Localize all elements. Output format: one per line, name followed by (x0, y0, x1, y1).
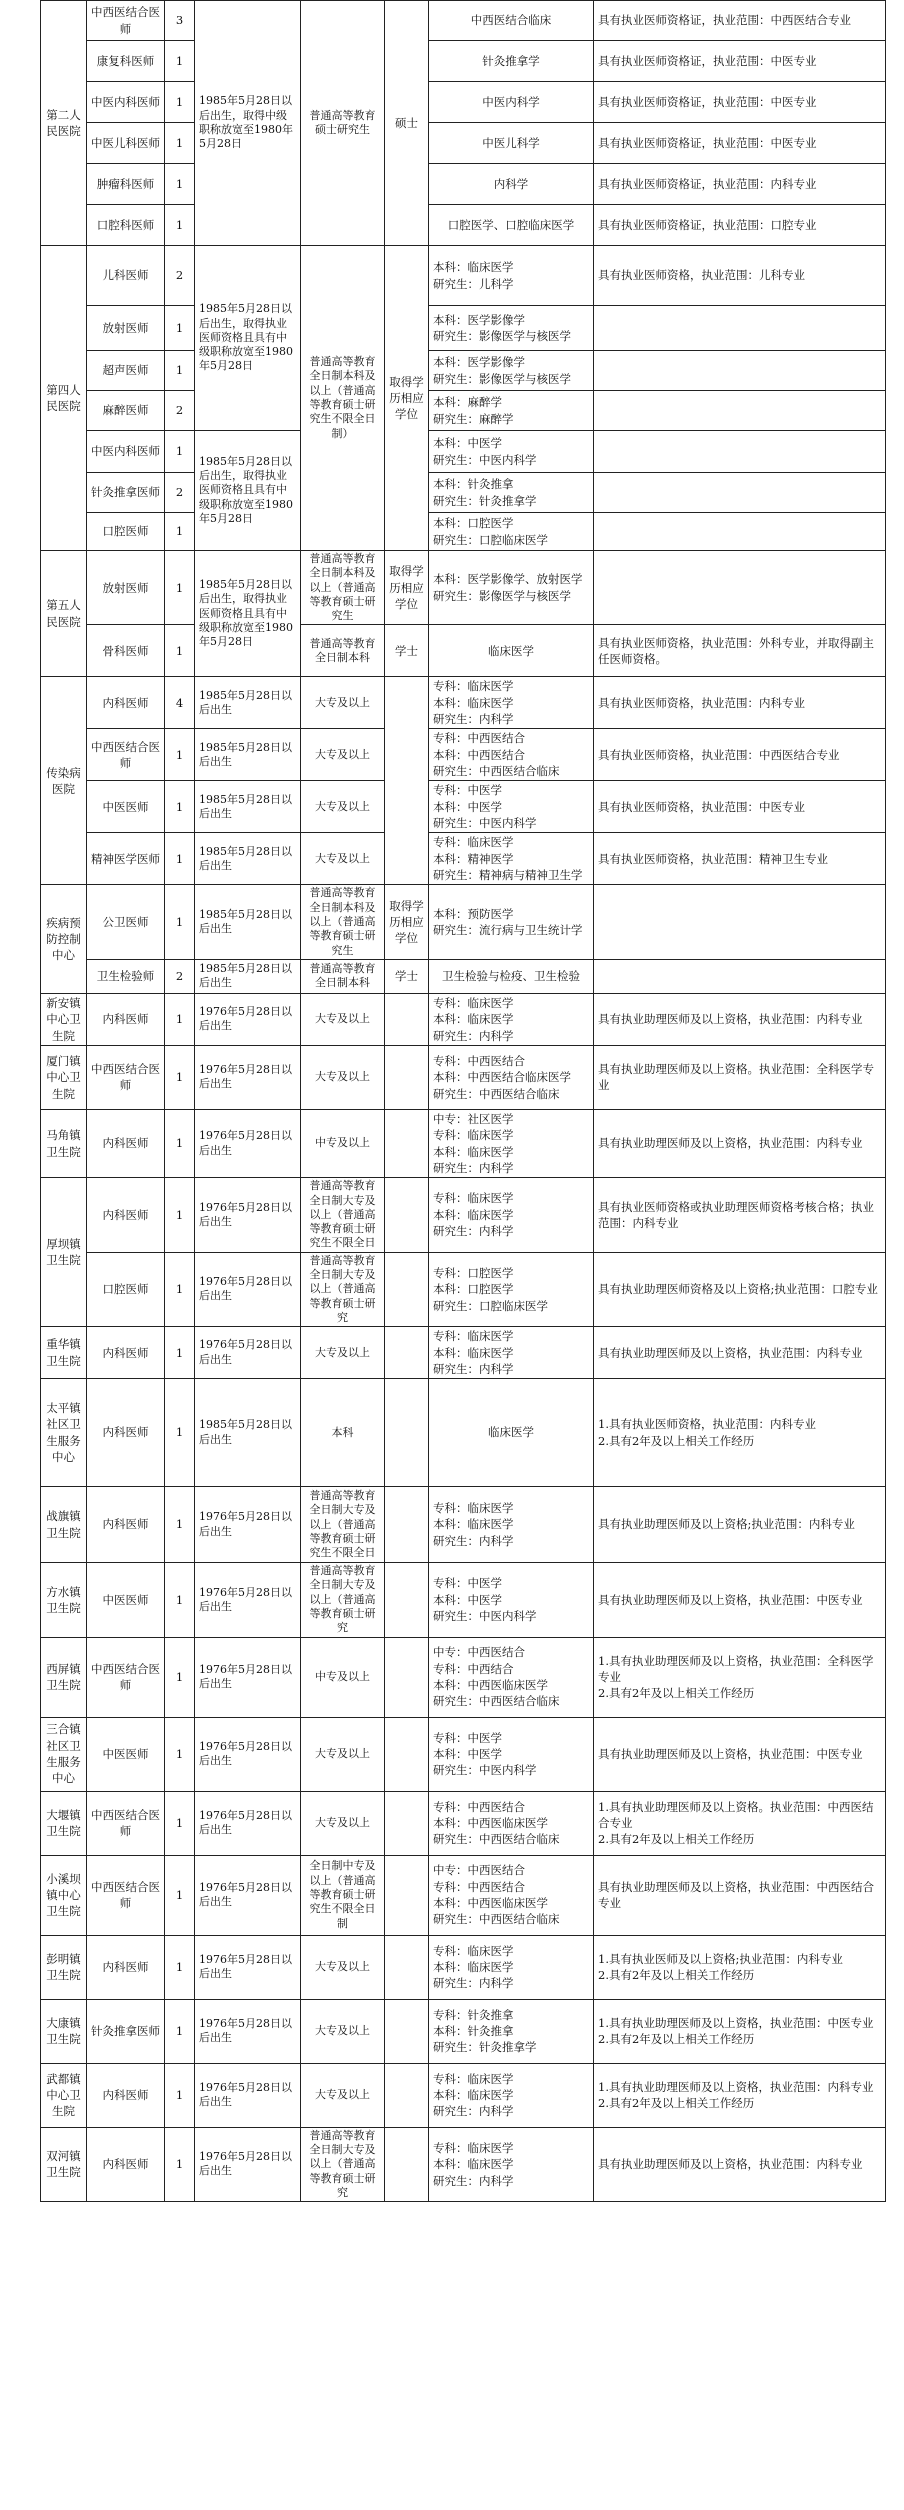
post-cell: 口腔医师 (87, 513, 165, 551)
table-row (41, 2063, 886, 2127)
post-cell: 针灸推拿医师 (87, 1999, 165, 2063)
degree-cell (385, 1045, 429, 1109)
table-row (41, 1637, 886, 1717)
count-cell: 1 (165, 351, 195, 391)
major-cell: 本科：针灸推拿 研究生：针灸推拿学 (429, 473, 594, 513)
table-row (41, 246, 886, 306)
education-cell: 大专及以上 (301, 677, 385, 729)
other-requirement-cell: 具有执业助理医师及以上资格，执业范围：中医专业 (594, 1717, 886, 1791)
post-cell: 康复科医师 (87, 41, 165, 82)
age-requirement-cell: 1985年5月28日以后出生 (195, 677, 301, 729)
age-requirement-cell: 1976年5月28日以后出生 (195, 1935, 301, 1999)
major-cell: 专科：临床医学 本科：临床医学 研究生：内科学 (429, 677, 594, 729)
other-requirement-cell: 具有执业医师资格证，执业范围：中医专业 (594, 123, 886, 164)
count-cell: 1 (165, 82, 195, 123)
count-cell: 2 (165, 246, 195, 306)
table-row (41, 205, 886, 246)
table-row (41, 1717, 886, 1791)
table-row (41, 1563, 886, 1637)
degree-cell: 取得学历相应学位 (385, 551, 429, 625)
table-row (41, 1045, 886, 1109)
post-cell: 内科医师 (87, 2063, 165, 2127)
major-cell: 本科：临床医学 研究生：儿科学 (429, 246, 594, 306)
post-cell: 内科医师 (87, 677, 165, 729)
table-row (41, 1487, 886, 1563)
major-cell: 专科：口腔医学 本科：口腔医学 研究生：口腔临床医学 (429, 1252, 594, 1326)
post-cell: 中医医师 (87, 1563, 165, 1637)
major-cell: 专科：中西医结合 本科：中西医结合临床医学 研究生：中西医结合临床 (429, 1045, 594, 1109)
other-requirement-cell: 1.具有执业医师资格，执业范围：内科专业 2.具有2年及以上相关工作经历 (594, 1379, 886, 1487)
unit-cell: 战旗镇卫生院 (41, 1487, 87, 1563)
unit-cell: 武都镇中心卫生院 (41, 2063, 87, 2127)
table-row (41, 625, 886, 677)
count-cell: 1 (165, 1252, 195, 1326)
age-requirement-cell: 1985年5月28日以后出生 (195, 781, 301, 833)
count-cell: 1 (165, 1178, 195, 1252)
post-cell: 儿科医师 (87, 246, 165, 306)
count-cell: 1 (165, 1109, 195, 1177)
other-requirement-cell: 具有执业医师资格，执业范围：中西医结合专业 (594, 729, 886, 781)
other-requirement-cell (594, 551, 886, 625)
major-cell: 中专：中西医结合 专科：中西医结合 本科：中西医临床医学 研究生：中西医结合临床 (429, 1855, 594, 1935)
other-requirement-cell: 具有执业助理医师及以上资格，执业范围：内科专业 (594, 1109, 886, 1177)
unit-cell: 小溪坝镇中心卫生院 (41, 1855, 87, 1935)
major-cell: 中专：社区医学 专科：临床医学 本科：临床医学 研究生：内科学 (429, 1109, 594, 1177)
other-requirement-cell (594, 959, 886, 993)
count-cell: 1 (165, 1487, 195, 1563)
other-requirement-cell: 具有执业助理医师资格及以上资格;执业范围：口腔专业 (594, 1252, 886, 1326)
major-cell: 专科：临床医学 本科：精神医学 研究生：精神病与精神卫生学 (429, 833, 594, 885)
other-requirement-cell (594, 885, 886, 959)
post-cell: 中医医师 (87, 781, 165, 833)
count-cell: 1 (165, 513, 195, 551)
unit-cell: 太平镇社区卫生服务中心 (41, 1379, 87, 1487)
count-cell: 1 (165, 1637, 195, 1717)
post-cell: 卫生检验师 (87, 959, 165, 993)
degree-cell (385, 1791, 429, 1855)
unit-cell: 方水镇卫生院 (41, 1563, 87, 1637)
other-requirement-cell: 具有执业医师资格证，执业范围：中西医结合专业 (594, 1, 886, 41)
table-row (41, 781, 886, 833)
post-cell: 麻醉医师 (87, 391, 165, 431)
table-row (41, 1252, 886, 1326)
major-cell: 专科：中医学 本科：中医学 研究生：中医内科学 (429, 1717, 594, 1791)
degree-cell (385, 993, 429, 1045)
major-cell: 中医内科学 (429, 82, 594, 123)
post-cell: 中西医结合医师 (87, 1, 165, 41)
degree-cell (385, 2127, 429, 2201)
count-cell: 1 (165, 1379, 195, 1487)
age-requirement-cell: 1985年5月28日以后出生，取得中级职称放宽至1980年5月28日 (195, 1, 301, 246)
post-cell: 内科医师 (87, 1487, 165, 1563)
count-cell: 1 (165, 1717, 195, 1791)
education-cell: 大专及以上 (301, 1717, 385, 1791)
age-requirement-cell: 1976年5月28日以后出生 (195, 1999, 301, 2063)
major-cell: 本科：医学影像学 研究生：影像医学与核医学 (429, 351, 594, 391)
age-requirement-cell: 1976年5月28日以后出生 (195, 1637, 301, 1717)
degree-cell (385, 1327, 429, 1379)
table-row (41, 306, 886, 351)
count-cell: 1 (165, 1045, 195, 1109)
other-requirement-cell: 1.具有执业助理医师及以上资格，执业范围：全科医学专业 2.具有2年及以上相关工作经历 (594, 1637, 886, 1717)
other-requirement-cell: 具有执业助理医师及以上资格，执业范围：内科专业 (594, 1327, 886, 1379)
unit-cell: 大堰镇卫生院 (41, 1791, 87, 1855)
age-requirement-cell: 1976年5月28日以后出生 (195, 1487, 301, 1563)
major-cell: 本科：预防医学 研究生：流行病与卫生统计学 (429, 885, 594, 959)
post-cell: 内科医师 (87, 1109, 165, 1177)
post-cell: 内科医师 (87, 993, 165, 1045)
table-row (41, 959, 886, 993)
other-requirement-cell: 1.具有执业助理医师及以上资格，执业范围：中医专业 2.具有2年及以上相关工作经历 (594, 1999, 886, 2063)
other-requirement-cell (594, 351, 886, 391)
other-requirement-cell: 具有执业助理医师及以上资格;执业范围：内科专业 (594, 1487, 886, 1563)
post-cell: 中西医结合医师 (87, 1855, 165, 1935)
table-row (41, 123, 886, 164)
major-cell: 中专：中西医结合 专科：中西结合 本科：中西医临床医学 研究生：中西医结合临床 (429, 1637, 594, 1717)
unit-cell: 马角镇卫生院 (41, 1109, 87, 1177)
table-row (41, 551, 886, 625)
degree-cell: 学士 (385, 625, 429, 677)
table-row (41, 391, 886, 431)
post-cell: 内科医师 (87, 2127, 165, 2201)
count-cell: 1 (165, 164, 195, 205)
education-cell: 普通高等教育全日制大专及以上（普通高等教育硕士研究生不限全日 (301, 1178, 385, 1252)
education-cell: 大专及以上 (301, 1045, 385, 1109)
age-requirement-cell: 1985年5月28日以后出生，取得执业医师资格且具有中级职称放宽至1980年5月28日 (195, 246, 301, 431)
age-requirement-cell: 1976年5月28日以后出生 (195, 1109, 301, 1177)
count-cell: 1 (165, 1791, 195, 1855)
age-requirement-cell: 1985年5月28日以后出生，取得执业医师资格且具有中级职称放宽至1980年5月28日 (195, 431, 301, 551)
age-requirement-cell: 1976年5月28日以后出生 (195, 1717, 301, 1791)
count-cell: 1 (165, 2063, 195, 2127)
table-row (41, 1855, 886, 1935)
degree-cell: 学士 (385, 959, 429, 993)
degree-cell: 取得学历相应学位 (385, 246, 429, 551)
post-cell: 中西医结合医师 (87, 1637, 165, 1717)
count-cell: 2 (165, 959, 195, 993)
major-cell: 本科：口腔医学 研究生：口腔临床医学 (429, 513, 594, 551)
major-cell: 本科：医学影像学、放射医学 研究生：影像医学与核医学 (429, 551, 594, 625)
education-cell: 普通高等教育全日制本科及以上（普通高等教育硕士研究生 (301, 551, 385, 625)
major-cell: 专科：中西医结合 本科：中西医结合 研究生：中西医结合临床 (429, 729, 594, 781)
age-requirement-cell: 1976年5月28日以后出生 (195, 1327, 301, 1379)
major-cell: 本科：麻醉学 研究生：麻醉学 (429, 391, 594, 431)
degree-cell (385, 1855, 429, 1935)
age-requirement-cell: 1985年5月28日以后出生 (195, 833, 301, 885)
unit-cell: 厦门镇中心卫生院 (41, 1045, 87, 1109)
other-requirement-cell (594, 473, 886, 513)
unit-cell: 第二人民医院 (41, 1, 87, 246)
count-cell: 1 (165, 1935, 195, 1999)
age-requirement-cell: 1985年5月28日以后出生 (195, 959, 301, 993)
degree-cell: 硕士 (385, 1, 429, 246)
education-cell: 本科 (301, 1379, 385, 1487)
education-cell: 中专及以上 (301, 1637, 385, 1717)
count-cell: 1 (165, 729, 195, 781)
education-cell: 普通高等教育全日制本科 (301, 959, 385, 993)
table-row (41, 1791, 886, 1855)
education-cell: 大专及以上 (301, 1791, 385, 1855)
other-requirement-cell: 具有执业医师资格，执业范围：中医专业 (594, 781, 886, 833)
count-cell: 2 (165, 473, 195, 513)
table-row (41, 473, 886, 513)
other-requirement-cell: 具有执业助理医师及以上资格，执业范围：内科专业 (594, 2127, 886, 2201)
recruitment-table (40, 0, 886, 2202)
age-requirement-cell: 1976年5月28日以后出生 (195, 1855, 301, 1935)
major-cell: 专科：针灸推拿 本科：针灸推拿 研究生：针灸推拿学 (429, 1999, 594, 2063)
degree-cell (385, 1178, 429, 1252)
education-cell: 中专及以上 (301, 1109, 385, 1177)
degree-cell (385, 1379, 429, 1487)
degree-cell (385, 1935, 429, 1999)
post-cell: 超声医师 (87, 351, 165, 391)
post-cell: 内科医师 (87, 1935, 165, 1999)
count-cell: 1 (165, 993, 195, 1045)
unit-cell: 传染病医院 (41, 677, 87, 885)
post-cell: 中西医结合医师 (87, 1045, 165, 1109)
table-row (41, 1327, 886, 1379)
table-row (41, 82, 886, 123)
table-row (41, 1109, 886, 1177)
education-cell: 大专及以上 (301, 1935, 385, 1999)
unit-cell: 第五人民医院 (41, 551, 87, 677)
other-requirement-cell: 具有执业医师资格证，执业范围：中医专业 (594, 82, 886, 123)
table-row (41, 2127, 886, 2201)
table-row (41, 164, 886, 205)
table-row (41, 1379, 886, 1487)
age-requirement-cell: 1985年5月28日以后出生 (195, 885, 301, 959)
unit-cell: 新安镇中心卫生院 (41, 993, 87, 1045)
education-cell: 大专及以上 (301, 1999, 385, 2063)
major-cell: 专科：临床医学 本科：临床医学 研究生：内科学 (429, 1487, 594, 1563)
post-cell: 内科医师 (87, 1379, 165, 1487)
unit-cell: 第四人民医院 (41, 246, 87, 551)
post-cell: 公卫医师 (87, 885, 165, 959)
other-requirement-cell: 具有执业医师资格，执业范围：儿科专业 (594, 246, 886, 306)
other-requirement-cell: 具有执业助理医师及以上资格，执业范围：中医专业 (594, 1563, 886, 1637)
table-row (41, 1, 886, 41)
table-row (41, 513, 886, 551)
count-cell: 1 (165, 781, 195, 833)
other-requirement-cell (594, 431, 886, 473)
major-cell: 口腔医学、口腔临床医学 (429, 205, 594, 246)
education-cell: 普通高等教育全日制本科 (301, 625, 385, 677)
major-cell: 卫生检验与检疫、卫生检验 (429, 959, 594, 993)
other-requirement-cell: 具有执业医师资格，执业范围：内科专业 (594, 677, 886, 729)
count-cell: 1 (165, 123, 195, 164)
post-cell: 内科医师 (87, 1178, 165, 1252)
education-cell: 全日制中专及以上（普通高等教育硕士研究生不限全日制 (301, 1855, 385, 1935)
degree-cell (385, 1487, 429, 1563)
unit-cell: 重华镇卫生院 (41, 1327, 87, 1379)
count-cell: 1 (165, 885, 195, 959)
count-cell: 1 (165, 1563, 195, 1637)
major-cell: 专科：中医学 本科：中医学 研究生：中医内科学 (429, 1563, 594, 1637)
major-cell: 专科：临床医学 本科：临床医学 研究生：内科学 (429, 2127, 594, 2201)
other-requirement-cell: 1.具有执业助理医师及以上资格，执业范围：内科专业 2.具有2年及以上相关工作经历 (594, 2063, 886, 2127)
count-cell: 1 (165, 431, 195, 473)
table-row (41, 351, 886, 391)
education-cell: 普通高等教育全日制本科及以上（普通高等教育硕士研究生不限全日制） (301, 246, 385, 551)
degree-cell (385, 1637, 429, 1717)
age-requirement-cell: 1985年5月28日以后出生 (195, 729, 301, 781)
major-cell: 专科：临床医学 本科：临床医学 研究生：内科学 (429, 1178, 594, 1252)
major-cell: 本科：医学影像学 研究生：影像医学与核医学 (429, 306, 594, 351)
other-requirement-cell: 具有执业医师资格证，执业范围：口腔专业 (594, 205, 886, 246)
education-cell: 普通高等教育硕士研究生 (301, 1, 385, 246)
post-cell: 口腔科医师 (87, 205, 165, 246)
table-row (41, 1178, 886, 1252)
education-cell: 普通高等教育全日制大专及以上（普通高等教育硕士研究 (301, 2127, 385, 2201)
unit-cell: 厚坝镇卫生院 (41, 1178, 87, 1327)
post-cell: 中医内科医师 (87, 82, 165, 123)
post-cell: 中医儿科医师 (87, 123, 165, 164)
other-requirement-cell (594, 513, 886, 551)
post-cell: 针灸推拿医师 (87, 473, 165, 513)
major-cell: 临床医学 (429, 1379, 594, 1487)
post-cell: 精神医学医师 (87, 833, 165, 885)
education-cell: 大专及以上 (301, 781, 385, 833)
major-cell: 中西医结合临床 (429, 1, 594, 41)
count-cell: 1 (165, 1999, 195, 2063)
table-row (41, 1935, 886, 1999)
post-cell: 中西医结合医师 (87, 1791, 165, 1855)
age-requirement-cell: 1976年5月28日以后出生 (195, 993, 301, 1045)
education-cell: 普通高等教育全日制大专及以上（普通高等教育硕士研究 (301, 1563, 385, 1637)
unit-cell: 双河镇卫生院 (41, 2127, 87, 2201)
major-cell: 专科：中医学 本科：中医学 研究生：中医内科学 (429, 781, 594, 833)
education-cell: 大专及以上 (301, 2063, 385, 2127)
degree-cell (385, 1999, 429, 2063)
count-cell: 2 (165, 391, 195, 431)
count-cell: 1 (165, 1855, 195, 1935)
unit-cell: 大康镇卫生院 (41, 1999, 87, 2063)
count-cell: 3 (165, 1, 195, 41)
post-cell: 内科医师 (87, 1327, 165, 1379)
other-requirement-cell: 具有执业助理医师及以上资格，执业范围：中西医结合专业 (594, 1855, 886, 1935)
unit-cell: 西屏镇卫生院 (41, 1637, 87, 1717)
other-requirement-cell: 具有执业助理医师及以上资格。执业范围：全科医学专业 (594, 1045, 886, 1109)
degree-cell (385, 677, 429, 885)
table-row (41, 1999, 886, 2063)
age-requirement-cell: 1976年5月28日以后出生 (195, 1563, 301, 1637)
other-requirement-cell: 1.具有执业助理医师及以上资格。执业范围：中西医结合专业 2.具有2年及以上相关工作经历 (594, 1791, 886, 1855)
count-cell: 1 (165, 551, 195, 625)
count-cell: 1 (165, 205, 195, 246)
table-row (41, 729, 886, 781)
post-cell: 放射医师 (87, 551, 165, 625)
count-cell: 4 (165, 677, 195, 729)
major-cell: 专科：临床医学 本科：临床医学 研究生：内科学 (429, 993, 594, 1045)
degree-cell (385, 1717, 429, 1791)
post-cell: 肿瘤科医师 (87, 164, 165, 205)
table-row (41, 885, 886, 959)
education-cell: 普通高等教育全日制大专及以上（普通高等教育硕士研究 (301, 1252, 385, 1326)
count-cell: 1 (165, 833, 195, 885)
post-cell: 中医内科医师 (87, 431, 165, 473)
unit-cell: 彭明镇卫生院 (41, 1935, 87, 1999)
age-requirement-cell: 1985年5月28日以后出生 (195, 1379, 301, 1487)
table-row (41, 431, 886, 473)
count-cell: 1 (165, 41, 195, 82)
table-row (41, 677, 886, 729)
other-requirement-cell: 具有执业医师资格证，执业范围：中医专业 (594, 41, 886, 82)
major-cell: 专科：临床医学 本科：临床医学 研究生：内科学 (429, 2063, 594, 2127)
table-row (41, 833, 886, 885)
table-row (41, 993, 886, 1045)
major-cell: 针灸推拿学 (429, 41, 594, 82)
education-cell: 大专及以上 (301, 833, 385, 885)
degree-cell (385, 1563, 429, 1637)
unit-cell: 三合镇社区卫生服务中心 (41, 1717, 87, 1791)
post-cell: 放射医师 (87, 306, 165, 351)
education-cell: 大专及以上 (301, 993, 385, 1045)
age-requirement-cell: 1985年5月28日以后出生，取得执业医师资格且具有中级职称放宽至1980年5月28日 (195, 551, 301, 677)
age-requirement-cell: 1976年5月28日以后出生 (195, 1045, 301, 1109)
age-requirement-cell: 1976年5月28日以后出生 (195, 1178, 301, 1252)
table-row (41, 41, 886, 82)
other-requirement-cell (594, 391, 886, 431)
other-requirement-cell: 具有执业医师资格，执业范围：精神卫生专业 (594, 833, 886, 885)
count-cell: 1 (165, 625, 195, 677)
major-cell: 内科学 (429, 164, 594, 205)
count-cell: 1 (165, 306, 195, 351)
other-requirement-cell: 具有执业医师资格，执业范围：外科专业，并取得副主任医师资格。 (594, 625, 886, 677)
major-cell: 专科：中西医结合 本科：中西医临床医学 研究生：中西医结合临床 (429, 1791, 594, 1855)
age-requirement-cell: 1976年5月28日以后出生 (195, 1791, 301, 1855)
major-cell: 中医儿科学 (429, 123, 594, 164)
major-cell: 本科：中医学 研究生：中医内科学 (429, 431, 594, 473)
other-requirement-cell: 1.具有执业医师及以上资格;执业范围：内科专业 2.具有2年及以上相关工作经历 (594, 1935, 886, 1999)
degree-cell (385, 1252, 429, 1326)
degree-cell: 取得学历相应学位 (385, 885, 429, 959)
education-cell: 普通高等教育全日制本科及以上（普通高等教育硕士研究生 (301, 885, 385, 959)
education-cell: 普通高等教育全日制大专及以上（普通高等教育硕士研究生不限全日 (301, 1487, 385, 1563)
post-cell: 骨科医师 (87, 625, 165, 677)
education-cell: 大专及以上 (301, 729, 385, 781)
age-requirement-cell: 1976年5月28日以后出生 (195, 2063, 301, 2127)
education-cell: 大专及以上 (301, 1327, 385, 1379)
count-cell: 1 (165, 1327, 195, 1379)
post-cell: 中医医师 (87, 1717, 165, 1791)
other-requirement-cell (594, 306, 886, 351)
degree-cell (385, 1109, 429, 1177)
degree-cell (385, 2063, 429, 2127)
major-cell: 专科：临床医学 本科：临床医学 研究生：内科学 (429, 1935, 594, 1999)
unit-cell: 疾病预防控制中心 (41, 885, 87, 993)
age-requirement-cell: 1976年5月28日以后出生 (195, 1252, 301, 1326)
age-requirement-cell: 1976年5月28日以后出生 (195, 2127, 301, 2201)
major-cell: 专科：临床医学 本科：临床医学 研究生：内科学 (429, 1327, 594, 1379)
major-cell: 临床医学 (429, 625, 594, 677)
other-requirement-cell: 具有执业医师资格或执业助理医师资格考核合格；执业范围：内科专业 (594, 1178, 886, 1252)
count-cell: 1 (165, 2127, 195, 2201)
other-requirement-cell: 具有执业医师资格证，执业范围：内科专业 (594, 164, 886, 205)
post-cell: 中西医结合医师 (87, 729, 165, 781)
post-cell: 口腔医师 (87, 1252, 165, 1326)
other-requirement-cell: 具有执业助理医师及以上资格，执业范围：内科专业 (594, 993, 886, 1045)
